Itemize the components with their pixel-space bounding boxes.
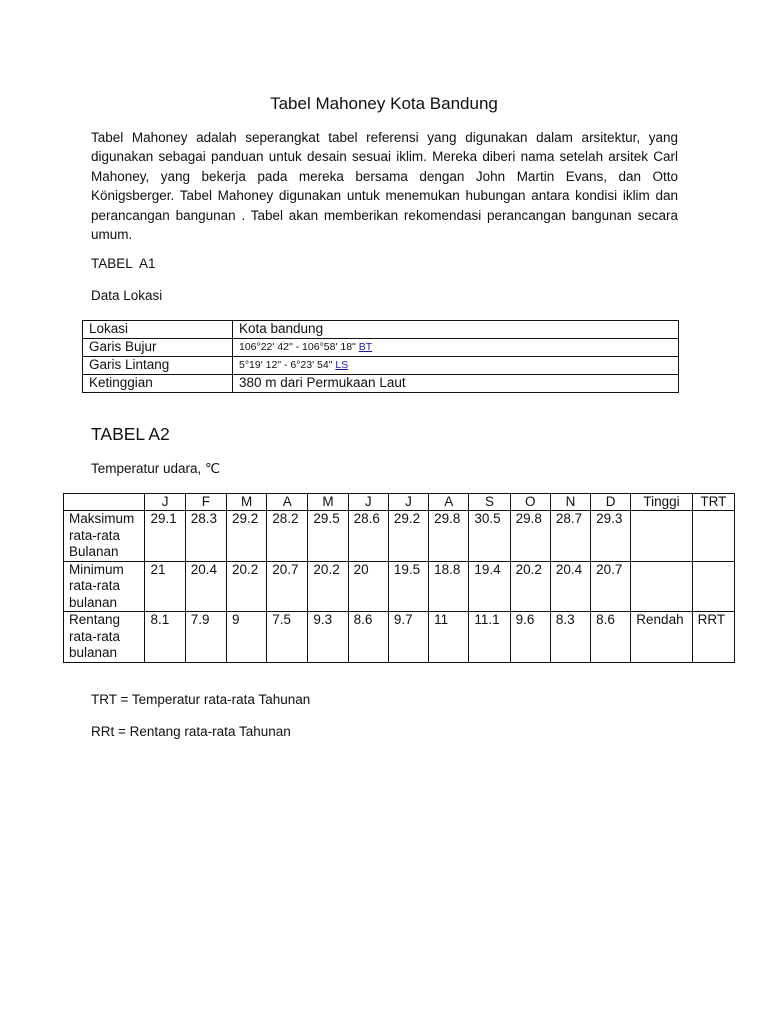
table-cell: 20.7 bbox=[591, 561, 631, 612]
table-row bbox=[64, 612, 735, 663]
column-header: O bbox=[510, 494, 550, 511]
location-value bbox=[233, 339, 679, 357]
table-cell: 11.1 bbox=[469, 612, 510, 663]
table-cell: 19.4 bbox=[469, 561, 510, 612]
table-cell: 30.5 bbox=[469, 511, 510, 562]
row-label-line: Maksimum bbox=[69, 511, 135, 526]
column-header: D bbox=[591, 494, 631, 511]
tinggi-cell: Rendah bbox=[631, 612, 692, 663]
row-label-line: bulanan bbox=[69, 645, 118, 660]
table-cell: 20.2 bbox=[308, 561, 348, 612]
table-cell: 28.2 bbox=[267, 511, 308, 562]
location-key: Garis Lintang bbox=[83, 357, 233, 375]
table-cell: 20.7 bbox=[267, 561, 308, 612]
note-rrt: RRt = Rentang rata-rata Tahunan bbox=[91, 724, 291, 739]
location-key: Ketinggian bbox=[83, 375, 233, 393]
longitude-link[interactable]: BT bbox=[358, 341, 373, 353]
column-header: M bbox=[308, 494, 348, 511]
table-cell: 20.2 bbox=[226, 561, 266, 612]
table-cell: 20.4 bbox=[185, 561, 226, 612]
table-cell: 8.3 bbox=[550, 612, 590, 663]
table-cell: 20.2 bbox=[510, 561, 550, 612]
row-label-line: Minimum bbox=[69, 561, 124, 577]
table-cell: 28.7 bbox=[550, 511, 590, 562]
location-value-text: 5°19' 12" - 6°23' 54" bbox=[239, 359, 336, 371]
trt-cell: RRT bbox=[692, 612, 734, 663]
location-value bbox=[233, 321, 679, 339]
table-cell: 29.1 bbox=[145, 511, 185, 562]
table-cell: 7.5 bbox=[267, 612, 308, 663]
column-header: J bbox=[348, 494, 388, 511]
table-row bbox=[64, 511, 735, 562]
table-cell: 21 bbox=[145, 561, 185, 612]
column-header: F bbox=[185, 494, 226, 511]
table-cell: 9 bbox=[226, 612, 266, 663]
row-label-line: bulanan bbox=[69, 594, 118, 610]
row-label bbox=[64, 561, 145, 612]
document-title: Tabel Mahoney Kota Bandung bbox=[270, 94, 498, 113]
column-header: N bbox=[550, 494, 590, 511]
table-cell: 28.3 bbox=[185, 511, 226, 562]
table-a1-heading: TABEL A1 bbox=[91, 256, 156, 271]
temperature-table bbox=[63, 493, 735, 663]
table-cell: 20 bbox=[348, 561, 388, 612]
row-label-line: Bulanan bbox=[69, 544, 119, 559]
table-row bbox=[83, 357, 679, 375]
location-value-text: 106°22' 42" - 106°58' 18" bbox=[239, 341, 359, 353]
trt-cell bbox=[692, 561, 734, 612]
tinggi-cell bbox=[631, 511, 692, 562]
column-header: S bbox=[469, 494, 510, 511]
column-header-blank bbox=[64, 494, 145, 511]
column-header: A bbox=[267, 494, 308, 511]
location-value-text: 380 m dari Permukaan Laut bbox=[239, 375, 406, 390]
location-value bbox=[233, 357, 679, 375]
location-value bbox=[233, 375, 679, 393]
latitude-link[interactable]: LS bbox=[335, 359, 349, 371]
column-header: J bbox=[145, 494, 185, 511]
trt-cell bbox=[692, 511, 734, 562]
location-table bbox=[82, 320, 679, 393]
table-cell: 9.7 bbox=[388, 612, 428, 663]
row-label-line: rata-rata bbox=[69, 628, 121, 644]
row-label bbox=[64, 612, 145, 663]
table-cell: 29.3 bbox=[591, 511, 631, 562]
table-cell: 8.6 bbox=[591, 612, 631, 663]
table-cell: 8.6 bbox=[348, 612, 388, 663]
table-cell: 29.5 bbox=[308, 511, 348, 562]
table-cell: 29.2 bbox=[388, 511, 428, 562]
table-a2-heading: TABEL A2 bbox=[91, 424, 170, 444]
table-row bbox=[64, 561, 735, 612]
row-label-line: Rentang bbox=[69, 612, 121, 627]
column-header: M bbox=[226, 494, 266, 511]
tinggi-cell bbox=[631, 561, 692, 612]
row-label-line: rata-rata bbox=[69, 527, 121, 543]
table-row bbox=[83, 375, 679, 393]
table-row bbox=[83, 321, 679, 339]
table-a2-subheading: Temperatur udara, ℃ bbox=[91, 461, 221, 476]
column-header: Tinggi bbox=[631, 494, 692, 511]
row-label-line: rata-rata bbox=[69, 578, 121, 593]
location-key: Garis Bujur bbox=[83, 339, 233, 357]
note-trt: TRT = Temperatur rata-rata Tahunan bbox=[91, 692, 311, 707]
table-cell: 19.5 bbox=[388, 561, 428, 612]
table-cell: 9.3 bbox=[308, 612, 348, 663]
column-header: J bbox=[388, 494, 428, 511]
table-cell: 29.8 bbox=[429, 511, 469, 562]
table-cell: 9.6 bbox=[510, 612, 550, 663]
location-key: Lokasi bbox=[83, 321, 233, 339]
table-row bbox=[83, 339, 679, 357]
table-cell: 28.6 bbox=[348, 511, 388, 562]
table-cell: 7.9 bbox=[185, 612, 226, 663]
table-cell: 18.8 bbox=[429, 561, 469, 612]
column-header: A bbox=[429, 494, 469, 511]
intro-paragraph: Tabel Mahoney adalah seperangkat tabel referensi yang digunakan dalam arsitektur, yang digunakan sebagai panduan untuk desain sesuai iklim. Mereka diberi nama setelah arsitek Carl Mahoney, yang bekerja pada mereka bersama dengan John Martin Evans, dan Otto Königsberger. Tabel Mahoney digunakan untuk menemukan hubungan antara kondisi iklim dan perancangan bangunan . Tabel akan memberikan rekomendasi perancangan bangunan secara umum. bbox=[91, 130, 678, 243]
table-cell: 8.1 bbox=[145, 612, 185, 663]
row-label bbox=[64, 511, 145, 562]
table-a1-subheading: Data Lokasi bbox=[91, 288, 163, 303]
table-cell: 29.8 bbox=[510, 511, 550, 562]
table-cell: 11 bbox=[429, 612, 469, 663]
location-value-text: Kota bandung bbox=[239, 321, 324, 336]
table-header-row bbox=[64, 494, 735, 511]
table-cell: 20.4 bbox=[550, 561, 590, 612]
column-header: TRT bbox=[692, 494, 734, 511]
table-cell: 29.2 bbox=[226, 511, 266, 562]
